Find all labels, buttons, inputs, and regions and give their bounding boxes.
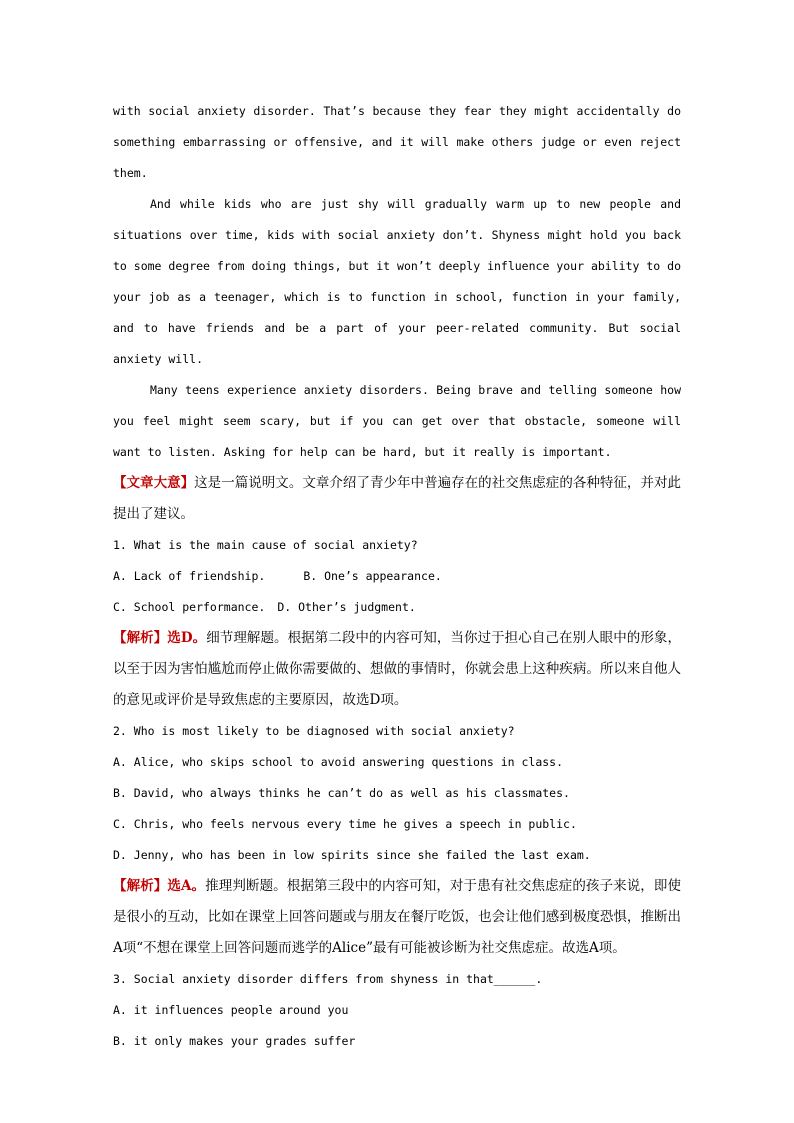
question-2-analysis xyxy=(113,871,681,964)
question-1-option-b: B. One’s appearance. xyxy=(303,569,442,583)
question-1-option-c: C. School performance. xyxy=(113,600,266,614)
question-1-analysis-tag: 【解析】选D。 xyxy=(113,630,207,646)
question-3-option-b: B. it only makes your grades suffer xyxy=(113,1034,356,1048)
question-1-option-d: D. Other’s judgment. xyxy=(277,600,416,614)
document-page xyxy=(113,96,681,1057)
question-1-options-row-2 xyxy=(113,592,681,623)
question-1-option-a: A. Lack of friendship. xyxy=(113,569,266,583)
question-3-option-a: A. it influences people around you xyxy=(113,1003,349,1017)
summary-tag: 【文章大意】 xyxy=(113,475,195,491)
question-1-analysis xyxy=(113,623,681,716)
summary-paragraph xyxy=(113,468,681,530)
question-2-option-d: D. Jenny, who has been in low spirits since she failed the last exam. xyxy=(113,848,591,862)
question-2-option-c: C. Chris, who feels nervous every time he gives a speech in public. xyxy=(113,817,577,831)
question-2-stem: 2. Who is most likely to be diagnosed with social anxiety? xyxy=(113,724,515,738)
summary-text: 这是一篇说明文。文章介绍了青少年中普遍存在的社交焦虑症的各种特征，并对此提出了建议。 xyxy=(113,475,682,522)
question-1-options-row-1 xyxy=(113,561,681,592)
question-1-stem: 1. What is the main cause of social anxiety? xyxy=(113,538,418,552)
passage-paragraph-1: with social anxiety disorder. That’s because they fear they might accidentally do something embarrassing or offensive, and it will make others judge or even reject them. xyxy=(113,104,681,180)
passage-paragraph-2: And while kids who are just shy will gradually warm up to new people and situations over time, kids with social anxiety don’t. Shyness might hold you back to some degree from doing things, but it won’t deeply influence your ability to do your job as a teenager, which is to function in school, function in your family, and to have friends and be a part of your peer-related community. But social anxiety will. xyxy=(113,197,681,366)
question-2-option-a: A. Alice, who skips school to avoid answering questions in class. xyxy=(113,755,564,769)
question-3-stem: 3. Social anxiety disorder differs from shyness in that______. xyxy=(113,972,543,986)
passage-paragraph-3: Many teens experience anxiety disorders. Being brave and telling someone how you feel might seem scary, but if you can get over that obstacle, someone will want to listen. Asking for help can be hard, but it really is important. xyxy=(113,383,681,459)
question-2-option-b: B. David, who always thinks he can’t do as well as his classmates. xyxy=(113,786,570,800)
question-2-analysis-text: 推理判断题。根据第三段中的内容可知，对于患有社交焦虑症的孩子来说，即使是很小的互动，比如在课堂上回答问题或与朋友在餐厅吃饭，也会让他们感到极度恐惧，推断出A项“不想在课堂上回答问题而逃学的Alice”最有可能被诊断为社交焦虑症。故选A项。 xyxy=(113,878,682,956)
question-2-analysis-tag: 【解析】选A。 xyxy=(113,878,206,894)
question-1-analysis-text: 细节理解题。根据第二段中的内容可知，当你过于担心自己在别人眼中的形象，以至于因为害怕尴尬而停止做你需要做的、想做的事情时，你就会患上这种疾病。所以来自他人的意见或评价是导致焦虑的主要原因，故选D项。 xyxy=(113,630,681,708)
